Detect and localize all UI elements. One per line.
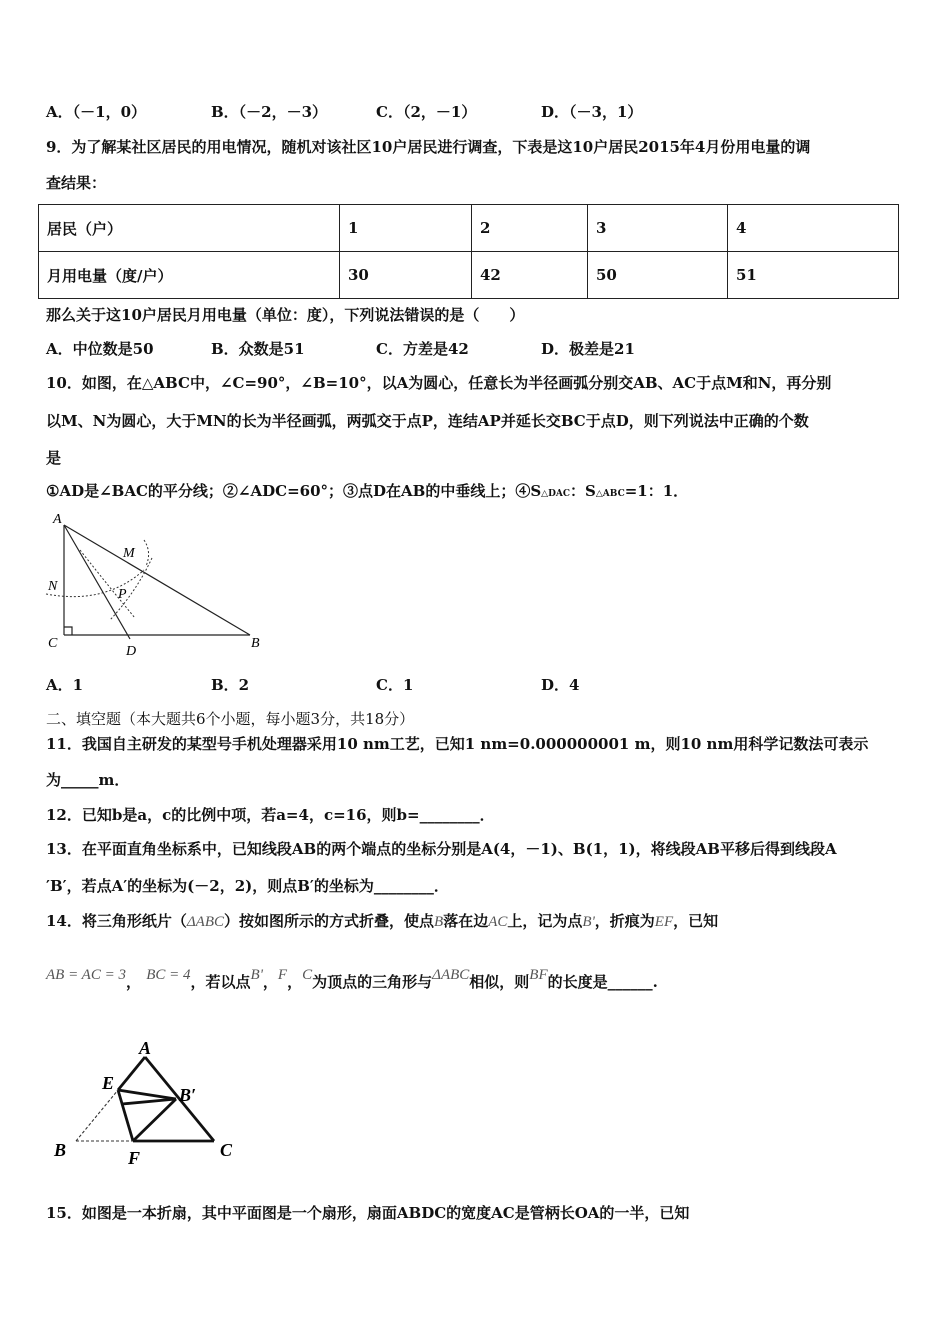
q14-text: ，: [125, 973, 141, 991]
q14-math: EF: [654, 914, 674, 930]
q8-option-c: C．（2，－1）: [376, 103, 477, 121]
q14-math: C: [302, 967, 313, 983]
q10-option-a: A．1: [46, 676, 84, 694]
q14-figure: [48, 1035, 248, 1170]
label-d: D: [126, 644, 137, 659]
q14-math: B': [250, 967, 263, 983]
q14-line2: [46, 958, 658, 999]
label-b: B: [54, 1140, 67, 1160]
q14-text: ，: [262, 973, 278, 991]
q13-line2: ′B′，若点A′的坐标为(－2，2)，则点B′的坐标为________．: [46, 877, 449, 895]
arc-top: [144, 540, 149, 566]
q9-option-c: C．方差是42: [376, 340, 469, 358]
q14-text: 为顶点的三角形与: [312, 973, 433, 991]
q14-math: AB = AC = 3: [46, 967, 126, 983]
q14-text: 的长度是______.: [547, 973, 658, 991]
q14-math: ΔABC: [432, 967, 470, 983]
table-cell: 50: [588, 252, 728, 299]
q10-statements-part: ①AD是∠BAC的平分线；②∠ADC=60°；③点D在AB的中垂线上；④S: [46, 482, 542, 500]
q12-line1: 12．已知b是a，c的比例中项，若a=4，c=16，则b=________．: [46, 806, 495, 824]
label-m: M: [123, 546, 135, 561]
q11-line1: 11．我国自主研发的某型号手机处理器采用10 nm工艺，已知1 nm=0.000000001 m，则10 nm用科学记数法可表示: [46, 735, 869, 753]
table-cell: 30: [340, 252, 472, 299]
q14-text: 14．将三角形纸片（: [46, 912, 187, 930]
table-cell: 1: [340, 205, 472, 252]
arc-from-a: [46, 570, 144, 597]
q13-line1: 13．在平面直角坐标系中，已知线段AB的两个端点的坐标分别是A(4，－1)、B(1，1)，将线段AB平移后得到线段A: [46, 840, 837, 858]
q14-math: BC = 4: [146, 967, 191, 983]
q10-line2: 以M、N为圆心，大于MN的长为半径画弧，两弧交于点P，连结AP并延长交BC于点D，则下列说法中正确的个数: [46, 412, 809, 430]
q14-text: ，: [287, 973, 303, 991]
label-c: C: [48, 636, 58, 651]
q14-text: ，若以点: [190, 973, 251, 991]
table-row: [39, 205, 899, 252]
fold-ef: [118, 1090, 133, 1141]
q9-option-d: D．极差是21: [541, 340, 635, 358]
right-angle-mark: [64, 627, 72, 635]
q9-option-a: A．中位数是50: [46, 340, 154, 358]
q9-table: [38, 204, 899, 299]
q14-math: ΔABC: [186, 914, 225, 930]
label-b: B: [251, 636, 260, 651]
q9-question: 那么关于这10户居民月用电量（单位：度），下列说法错误的是（ ）: [46, 306, 525, 324]
q10-line1: 10．如图，在△ABC中，∠C=90°，∠B=10°，以A为圆心，任意长为半径画弧分别交AB、AC于点M和N，再分别: [46, 374, 832, 392]
segment-fold-inner: [122, 1099, 176, 1104]
q10-statements-part: ：S: [570, 482, 596, 500]
q10-statements-part: =1：1．: [624, 482, 689, 500]
table-cell: 51: [728, 252, 899, 299]
label-n: N: [48, 579, 58, 594]
table-cell: 4: [728, 205, 899, 252]
table-cell: 2: [472, 205, 588, 252]
q10-option-b: B．2: [211, 676, 250, 694]
table-row-header: 月用电量（度/户）: [39, 252, 340, 299]
q14-text: 相似，则: [469, 973, 530, 991]
label-f: F: [128, 1148, 141, 1168]
segment-fb-prime: [133, 1099, 176, 1141]
table-row-header: 居民（户）: [39, 205, 340, 252]
label-b-prime: B′: [179, 1085, 197, 1105]
q8-option-b: B．（－2，－3）: [211, 103, 328, 121]
q10-figure: [40, 510, 280, 662]
dashed-be: [76, 1090, 118, 1141]
q8-option-d: D．（－3，1）: [541, 103, 643, 121]
q9-stem-line1: 9．为了解某社区居民的用电情况，随机对该社区10户居民进行调查，下表是这10户居民2015年4月份用电量的调: [46, 138, 811, 156]
segment-eb-prime: [118, 1090, 176, 1099]
q11-line2: 为_____m．: [46, 771, 130, 789]
q14-text: 上，记为点: [507, 912, 583, 930]
q10-subscript: △DAC: [541, 489, 571, 499]
q14-line1: [46, 910, 718, 931]
segment-ab: [64, 525, 250, 635]
q10-line3: 是: [46, 449, 62, 467]
q10-option-c: C．1: [376, 676, 414, 694]
q15-line1: 15．如图是一本折扇，其中平面图是一个扇形，扇面ABDC的宽度AC是管柄长OA的一半，已知: [46, 1204, 690, 1222]
q10-statements: [46, 480, 688, 501]
segment-ad: [64, 525, 130, 639]
q14-math: BF: [529, 967, 548, 983]
q14-math: F: [277, 967, 288, 983]
q10-subscript: △ABC: [595, 489, 625, 499]
q14-math: AC: [488, 914, 508, 930]
label-e: E: [102, 1073, 115, 1093]
q14-text: 落在边: [443, 912, 489, 930]
q14-text: ）按如图所示的方式折叠，使点: [224, 912, 435, 930]
q14-math: B': [582, 914, 595, 930]
table-cell: 3: [588, 205, 728, 252]
table-row: [39, 252, 899, 299]
table-cell: 42: [472, 252, 588, 299]
label-p: P: [118, 587, 127, 602]
arc-from-m: [110, 558, 152, 620]
label-a: A: [53, 512, 62, 527]
label-c: C: [220, 1140, 233, 1160]
q14-math: B: [434, 914, 444, 930]
segment-ae: [118, 1057, 145, 1090]
q8-option-a: A．（－1，0）: [46, 103, 147, 121]
section-title: 二、填空题（本大题共6个小题，每小题3分，共18分）: [46, 710, 415, 728]
q9-stem-line2: 查结果：: [46, 174, 107, 192]
q14-text: ，折痕为: [594, 912, 655, 930]
q14-text: ，已知: [673, 912, 719, 930]
label-a: A: [139, 1038, 152, 1058]
q10-option-d: D．4: [541, 676, 580, 694]
q9-option-b: B．众数是51: [211, 340, 305, 358]
